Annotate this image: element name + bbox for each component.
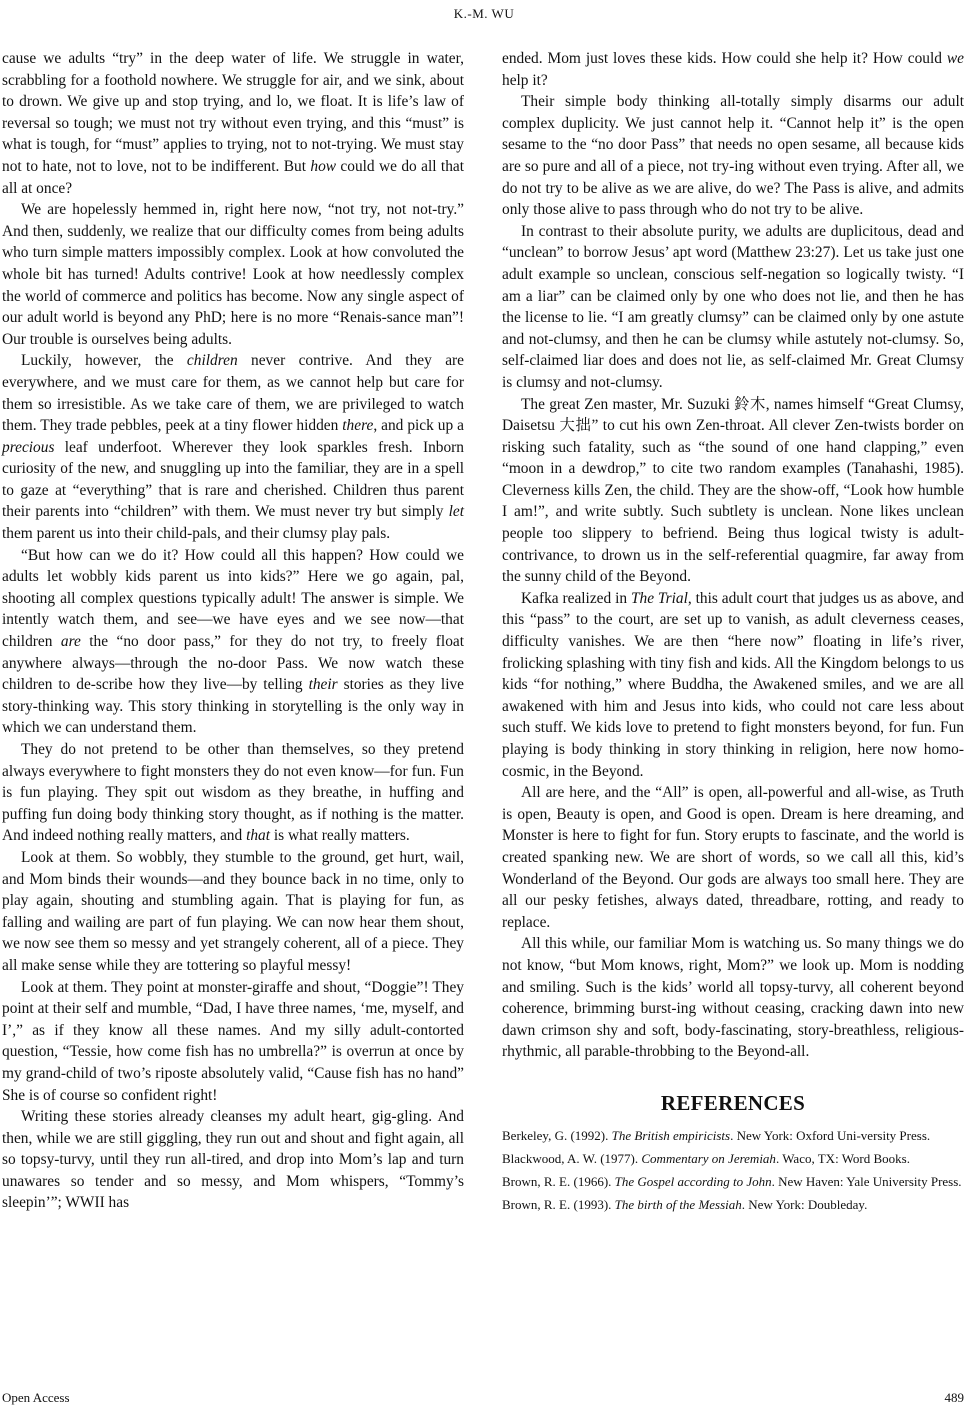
footer-open-access: Open Access	[2, 1390, 70, 1405]
paragraph: The great Zen master, Mr. Suzuki 鈴木, names himself “Great Clumsy, Daisetsu 大拙” to cut his own Zen-throat. All clever Zen-twists border on risking such fatality, such as “the sound of one hand clapping,” even “moon in a dewdrop,” to cite two random examples (Tanahashi, 1985). Cleverness kills Zen, the child. They are the show-off, “Look how humble I am!”, and write subtly. Such subtlety is unclean. None likes unclean people too slippery to befriend. Being thus logical twisty is adult-contrivance, to drown us in the self-referential quagmire, far away from the sunny child of the Beyond.	[502, 395, 964, 586]
paragraph: Look at them. They point at monster-giraffe and shout, “Doggie”! They point at their self and mumble, “Dad, I have three names, ‘me, myself, and I’,” as if they know all these names. And my silly adult-contorted question, “Tessie, how come fish has no umbrella?” is overrun at once by my grand-child of two’s riposte absolutely valid, “Cause fish has no hand” She is of course so confident right!	[2, 978, 464, 1104]
paragraph: ended. Mom just loves these kids. How could she help it? How could we help it?	[502, 50, 964, 89]
paragraph: “But how can we do it? How could all this happen? How could we adults let wobbly kids parent us into kids?” Here we go again, pal, shooting all complex questions typically adult! The answer is simple. We intently watch them, and see—we have eyes and we see now—that children are the “no door pass,” for they do not try, to freely float anywhere always—through the no-door Pass. We now watch these children to de-scribe how they live—by telling their stories as they live story-thinking way. This story thinking in storytelling is the only way in which we can understand them.	[2, 546, 464, 737]
reference-item: Brown, R. E. (1993). The birth of the Messiah. New York: Doubleday.	[502, 1196, 868, 1212]
paragraph: In contrast to their absolute purity, we adults are duplicitous, dead and “unclean” to borrow Jesus’ apt word (Matthew 23:27). Let us take just one adult example so unclean, conscious self-negation so logically twisty. “I am a liar” can be claimed only by one who does not lie, and then he has the license to lie. “I am greatly clumsy” can be claimed only by one astute and not-clumsy, and then he can be clumsy while astutely not-clumsy. So, self-claimed liar does and does not lie, as self-claimed Mr. Great Clumsy is clumsy and not-clumsy.	[502, 222, 964, 391]
paragraph: Kafka realized in The Trial, this adult court that judges us as above, and this “pass” to the court, are set up to vanish, as adult cleverness ceases, difficulty vanishes. We are then “here now” floating in life’s river, frolicking splashing with tiny fish and kids. All the Kingdom belongs to us kids “for nothing,” where Buddha, the Awakened smiles, and we are all awakened with him and Jesus into kids, who could not care less about such stuff. We kids love to pretend to fight monsters beyond, for fun. Fun playing is body thinking in story thinking in religion, here now homo-cosmic, in the Beyond.	[502, 589, 964, 780]
left-column	[2, 48, 464, 1214]
paragraph: All this while, our familiar Mom is watching us. So many things we do not know, “but Mom knows, right, Mom?” we look up. Mom is nodding and smiling. Such is the kids’ world all topsy-turvy, all coherent beyond coherence, brimming burst-ing without ceasing, cracking dawn into new dawn crimson shy and soft, body-fascinating, story-breathless, religious-rhythmic, all parable-throbbing to the Beyond-all.	[502, 935, 964, 1061]
paragraph: We are hopelessly hemmed in, right here now, “not try, not not-try.” And then, suddenly, we realize that our difficulty comes from being adults who turn simple matters impossibly complex. Look at how convoluted the whole bit has turned! Adults contrive! Look at how needlessly complex the world of commerce and politics has become. Now any single aspect of our adult world is beyond any PhD; here is no more “Renais-sance man”! Our trouble is ourselves being adults.	[2, 201, 464, 348]
paragraph: They do not pretend to be other than themselves, so they pretend always everywhere to fight monsters they do not even know—for fun. Fun is fun playing. They spit out wisdom as they breathe, in huffing and puffing fun doing body thinking story thought, as if nothing is the matter. And indeed nothing really matters, and that is what really matters.	[2, 741, 464, 845]
running-head: K.-M. WU	[453, 6, 515, 21]
reference-item: Brown, R. E. (1966). The Gospel according to John. New Haven: Yale University Press.	[502, 1173, 962, 1189]
paragraph: cause we adults “try” in the deep water of life. We struggle in water, scrabbling for a foothold nowhere. We struggle for air, and we sink, about to drown. We give up and stop trying, and lo, we float. It is life’s law of reversal so tough; we must not try without even trying, and this “must” is what is tough, for “must” applies to trying, not to not-trying. We must stay not to hate, not to love, not to be indifferent. But how could we do all that all at once?	[2, 50, 464, 197]
references-heading: REFERENCES	[660, 1090, 806, 1115]
paragraph: Look at them. So wobbly, they stumble to the ground, get hurt, wail, and Mom binds their wounds—and they bounce back in no time, only to play again, shouting and stumbling again. That is playing for fun, as falling and wailing are part of fun playing. We can now hear them shout, we now see them so messy and yet strangely coherent, all of a piece. They all make sense while they are tottering so playful messy!	[2, 848, 464, 974]
reference-item: Berkeley, G. (1992). The British empiricists. New York: Oxford Uni-versity Press.	[502, 1127, 931, 1143]
page-number: 489	[944, 1390, 964, 1405]
right-column	[502, 48, 964, 1219]
paragraph: All are here, and the “All” is open, all-powerful and all-wise, as Truth is open, Beauty is open, and Good is open. Dream is here dreaming, and Monster is here to fight for fun. Story erupts to fascinate, and the world is created spanking new. We are short of words, so we call all this, kid’s Wonderland of the Beyond. Our gods are always too small here. They are all our pesky fetishes, always dated, threadbare, rotting, and ready to replace.	[502, 784, 964, 931]
paragraph: Luckily, however, the children never contrive. And they are everywhere, and we must care for them, as we cannot help but care for them so irresistible. As we take care of them, we are privileged to watch them. They trade pebbles, peek at a tiny flower hidden there, and pick up a precious leaf underfoot. Wherever they look sparkles fresh. Inborn curiosity of the new, and snuggling up into the familiar, they are in a spell to gaze at “everything” that is rare and cherished. Children thus parent their parents into “children” with them. We must never try but simply let them parent us into their child-pals, and their clumsy play pals.	[2, 352, 464, 543]
paragraph: Writing these stories already cleanses my adult heart, gig-gling. And then, while we are still giggling, they run out and shout and fight again, all so topsy-turvy, until they run all-tired, and drop into Mom’s lap and turn unawares so tender and so messy, and Mom whispers, “Tommy’s sleepin’”; WWII has	[2, 1108, 464, 1212]
reference-item: Blackwood, A. W. (1977). Commentary on Jeremiah. Waco, TX: Word Books.	[502, 1150, 910, 1166]
paragraph: Their simple body thinking all-totally simply disarms our adult complex duplicity. We just cannot help it. “Cannot help it” is the open sesame to the “no door Pass” that needs no open sesame, all because kids are so pure and all of a piece, not try-ing without even trying. After all, we do not try to be alive as we are alive, do we? The Pass is alive, and admits only those alive to pass through who do not try to be alive.	[502, 93, 964, 219]
